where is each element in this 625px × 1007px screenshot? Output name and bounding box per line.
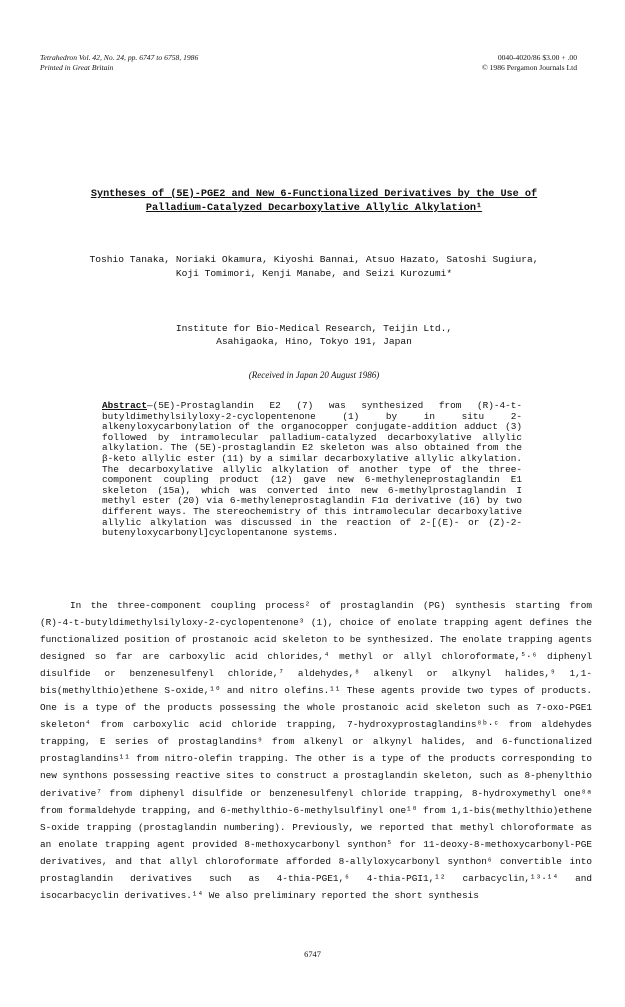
- institution: [40, 322, 588, 348]
- abstract-label: Abstract: [102, 400, 148, 411]
- abstract-text: —(5E)-Prostaglandin E2 (7) was synthesized from (R)-4-t-butyldimethylsilyloxy-2-cyclopentenone (1) by in situ 2-alkenyloxycarbonylation of the organocopper conjugate-addition adduct (3) followed by intramolecular palladium-catalyzed decarboxylative allylic alkylation. The (5E)-prostaglandin E2 skeleton was also obtained from the β-keto allylic ester (11) by a similar decarboxylative allylic alkylation. The decarboxylative allylic alkylation of another type of the three-component coupling product (12) gave new 6-methyleneprostaglandin E1 skeleton (15a), which was converted into new 6-methylprostaglandin I methyl ester (20) via 6-methyleneprostaglandin F1α derivative (16) by two different ways. The stereochemistry of this intramolecular decarboxylative allylic alkylation was discussed in the reaction of 2-[(E)- or (Z)-2-butenyloxycarbonyl]cyclopentanone systems.: [102, 400, 522, 539]
- received-date: (Received in Japan 20 August 1986): [248, 370, 380, 380]
- title-line-2: Palladium-Catalyzed Decarboxylative Allylic Alkylation¹: [145, 203, 483, 214]
- printed-location: Printed in Great Britain: [40, 63, 114, 72]
- institution-line-2: Asahigaoka, Hino, Tokyo 191, Japan: [216, 336, 412, 347]
- title-line-1: Syntheses of (5E)-PGE2 and New 6-Functionalized Derivatives by the Use of: [90, 189, 538, 200]
- paper-title: [40, 188, 588, 216]
- authors-line-1: Toshio Tanaka, Noriaki Okamura, Kiyoshi Bannai, Atsuo Hazato, Satoshi Sugiura,: [89, 254, 539, 265]
- copyright-line: © 1986 Pergamon Journals Ltd: [481, 63, 577, 72]
- body-text: [40, 597, 592, 904]
- page-number: 6747: [304, 950, 321, 959]
- body-paragraph: In the three-component coupling process² of prostaglandin (PG) synthesis starting from (R)-4-t-butyldimethylsilyloxy-2-cyclopentenone³ (1), choice of enolate trapping agent defines the functionalized position of prostanoic acid skeleton to be synthesized. The enolate trapping agents designed so far are carboxylic acid chlorides,⁴ methyl or allyl chloroformate,⁵·⁶ diphenyl disulfide or benzenesulfenyl chloride,⁷ aldehydes,⁸ alkenyl or alkynyl halides,⁹ 1,1-bis(methylthio)ethene S-oxide,¹⁰ and nitro olefins.¹¹ These agents provide two types of products. One is a type of the products possessing the whole prostanoic acid skeleton such as 7-oxo-PGE1 skeleton⁴ from carboxylic acid chloride trapping, 7-hydroxyprostaglandins⁸ᵇ·ᶜ from aldehydes trapping, E series of prostaglandins⁹ from alkenyl or alkynyl halides, and 6-functionalized prostaglandins¹¹ from nitro-olefin trapping. The other is a type of the products corresponding to new synthons possessing reactive sites to construct a prostaglandin skeleton, such as 8-phenylthio derivative⁷ from diphenyl disulfide or benzenesulfenyl chloride trapping, 8-hydroxymethyl one⁸ᵃ from formaldehyde trapping, and 6-methylthio-6-methylsulfinyl one¹⁰ from 1,1-bis(methylthio)ethene S-oxide trapping (prostaglandin numbering). Previously, we reported that methyl chloroformate as an enolate trapping agent provided 8-methoxycarbonyl synthon⁵ for 11-deoxy-8-methoxycarbonyl-PGE derivatives, and that allyl chloroformate afforded 8-allyloxycarbonyl synthon⁶ convertible into prostaglandin derivatives such as 4-thia-PGE1,⁶ 4-thia-PGI1,¹² carbacyclin,¹³·¹⁴ and isocarbacyclin derivatives.¹⁴ We also preliminary reported the short synthesis: [40, 600, 592, 901]
- author-list: [40, 253, 588, 281]
- journal-citation: Tetrahedron Vol. 42, No. 24, pp. 6747 to 6758, 1986: [40, 53, 199, 62]
- journal-code: 0040-4020/86 $3.00 + .00: [497, 53, 577, 62]
- authors-line-2: Koji Tomimori, Kenji Manabe, and Seizi Kurozumi*: [175, 268, 453, 279]
- institution-line-1: Institute for Bio-Medical Research, Teijin Ltd.,: [175, 323, 453, 334]
- abstract-block: [102, 401, 522, 539]
- journal-header-right: [482, 53, 577, 73]
- journal-header-left: [40, 53, 198, 73]
